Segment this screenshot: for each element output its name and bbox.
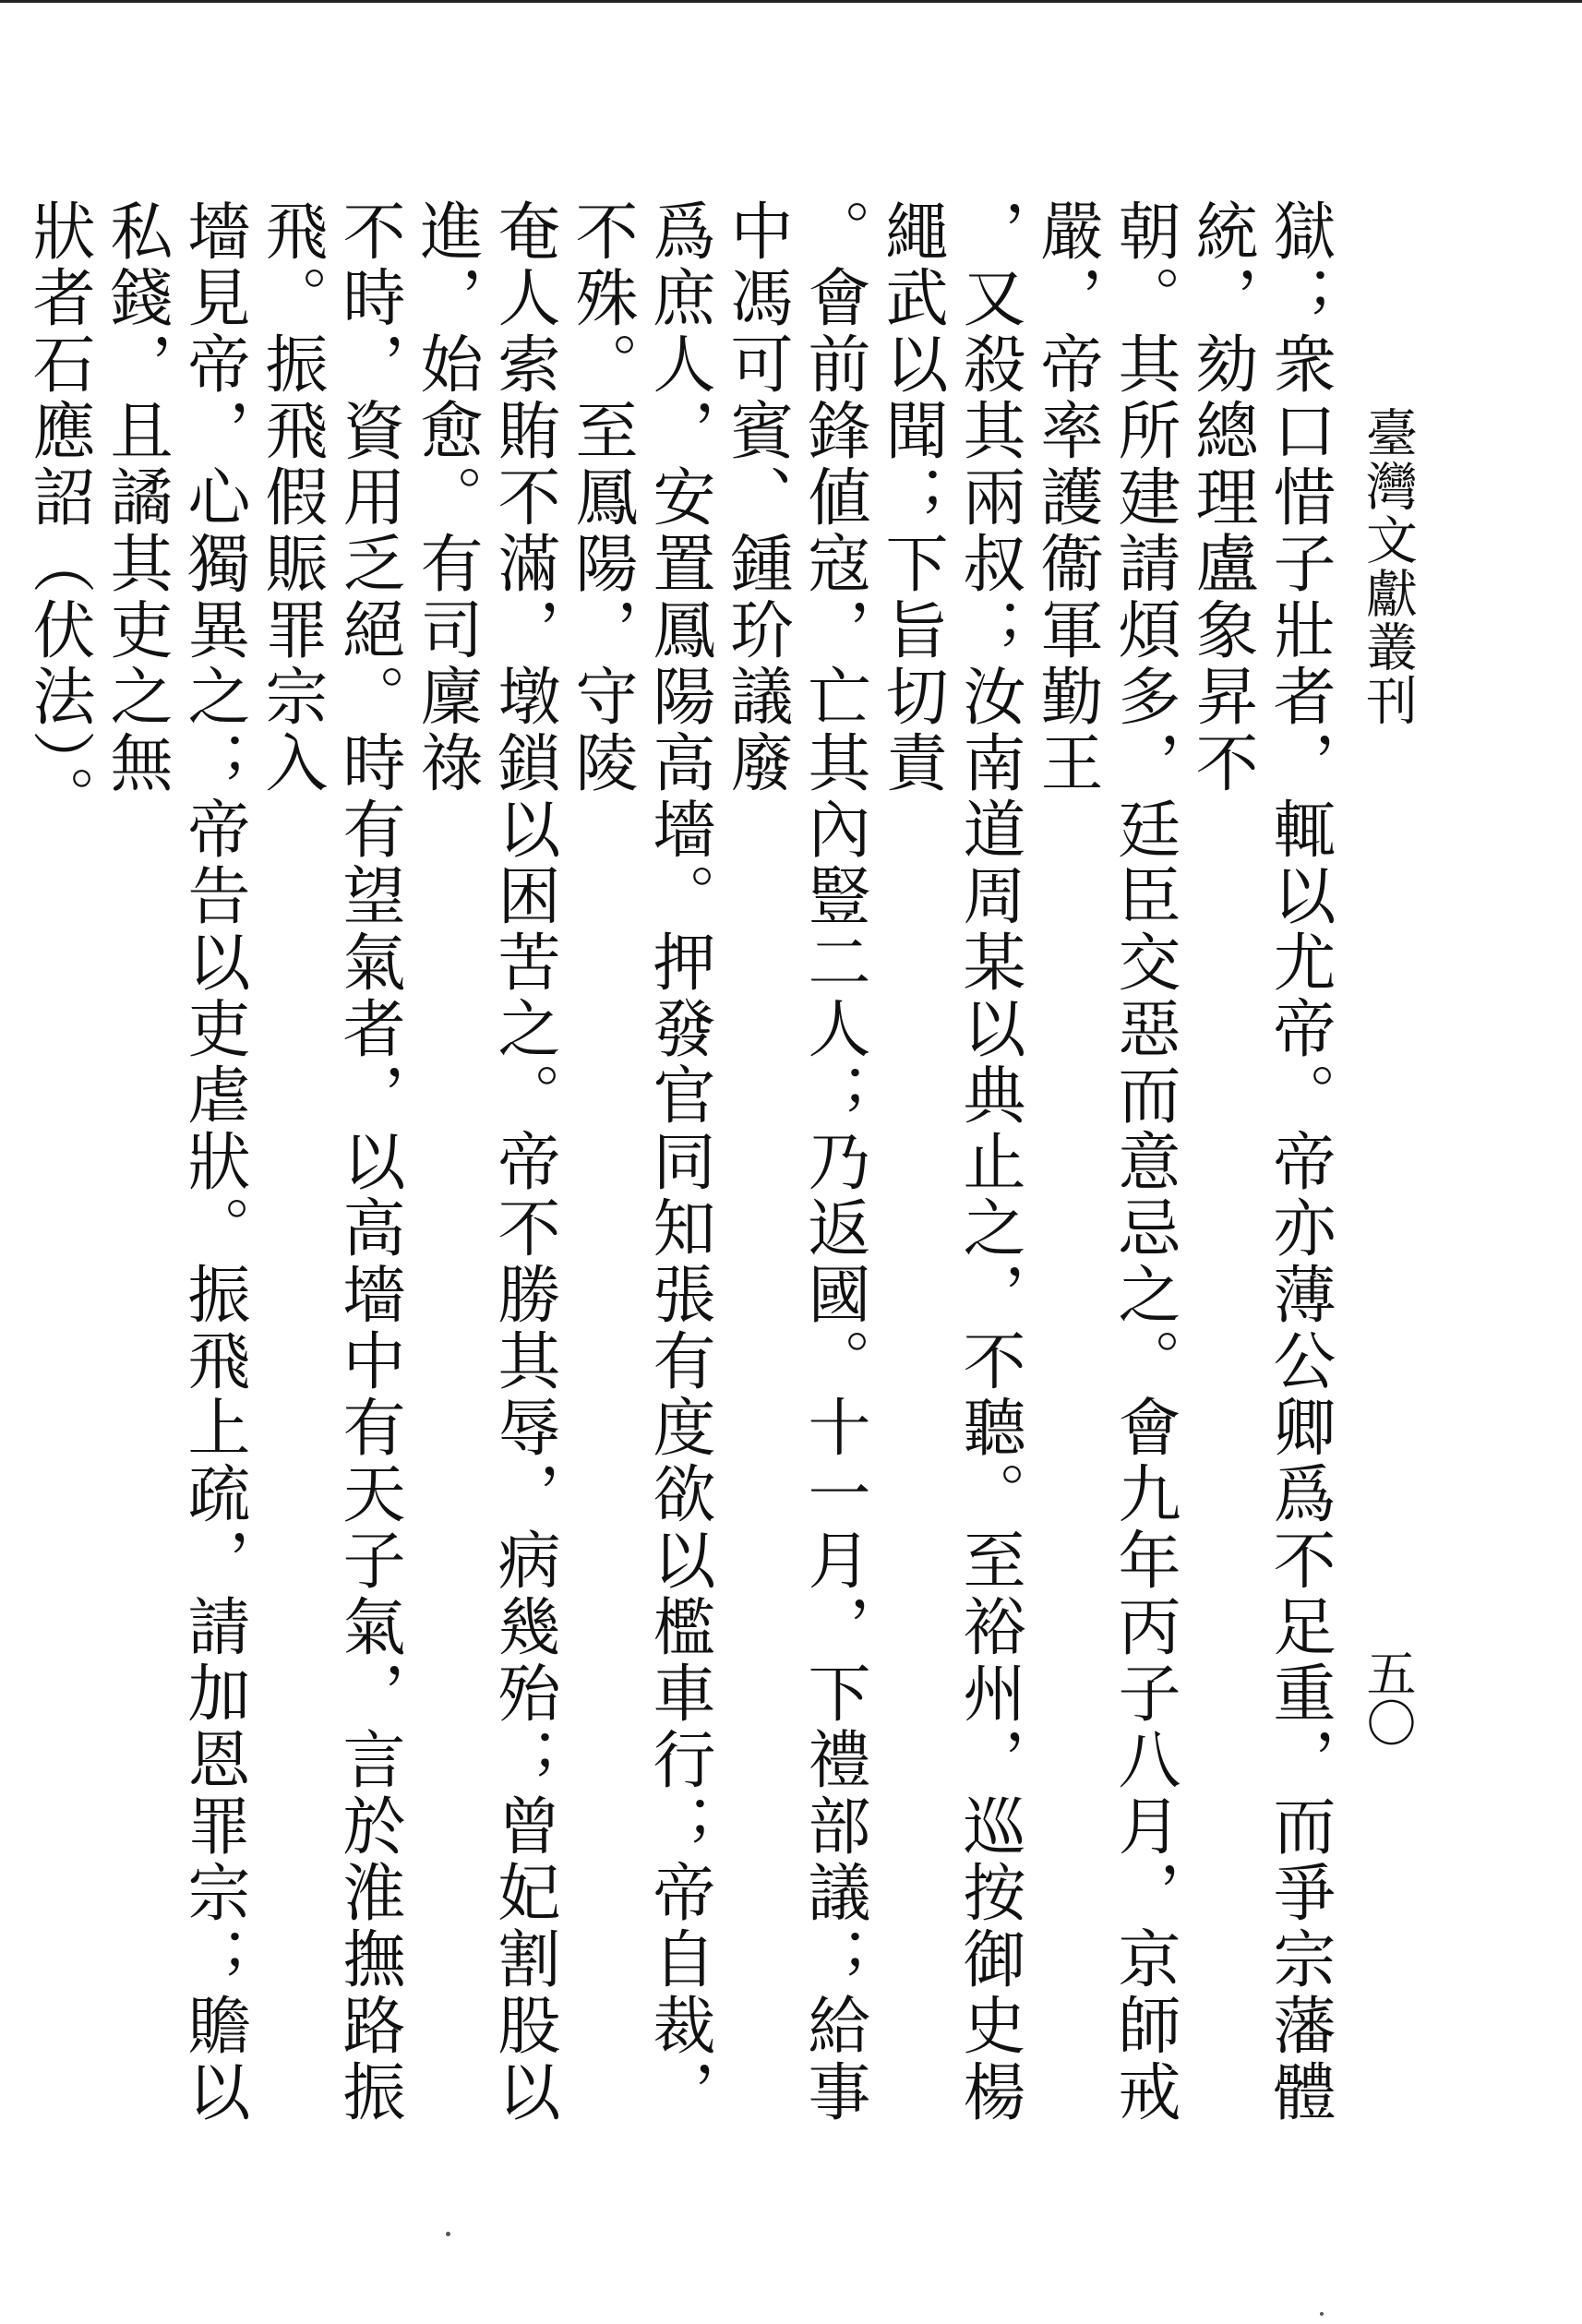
paragraph-1: 獄；衆口惜子壯者，輒以尤帝。帝亦薄公卿爲不足重，而爭宗藩體統，劾總理盧象昇不 朝。其所建請煩多，廷臣交惡而意忌之。會九年丙子八月，京師戒嚴，帝率護衞軍勤王 ，又殺其兩叔；汝南道周某以典止之，不聽。至裕州，巡按御史楊繩武以聞；下旨切責 。會前鋒値寇，亡其內豎二人；乃返國。十一月，下禮部議；給事中馮可賓、鍾玠議廢 爲庶人，安置鳳陽高墻。押發官同知張有度欲以檻車行；帝自裁，不殊。至鳳陽，守陵 奄人索賄不滿，墩鎖以困苦之。帝不勝其辱，病幾殆；曾妃割股以進，始愈。有司廩祿 不時，資用乏絕。時有望氣者，以高墻中有天子氣，言於淮撫路振飛。振飛假賑罪宗入 墻見帝，心獨異之；帝告以吏虐狀。振飛上疏，請加恩罪宗；贍以私錢，且譎其吏之無 狀者石應詔（伏法）。 (22, 198, 1336, 2126)
scan-speck (446, 2232, 450, 2236)
scan-speck (1320, 2312, 1324, 2316)
page-number: 五〇 (1359, 1647, 1417, 1747)
top-edge-rule (0, 0, 1582, 3)
body-text (0, 198, 1337, 2164)
running-title: 臺灣文獻叢刊 (1358, 406, 1418, 727)
